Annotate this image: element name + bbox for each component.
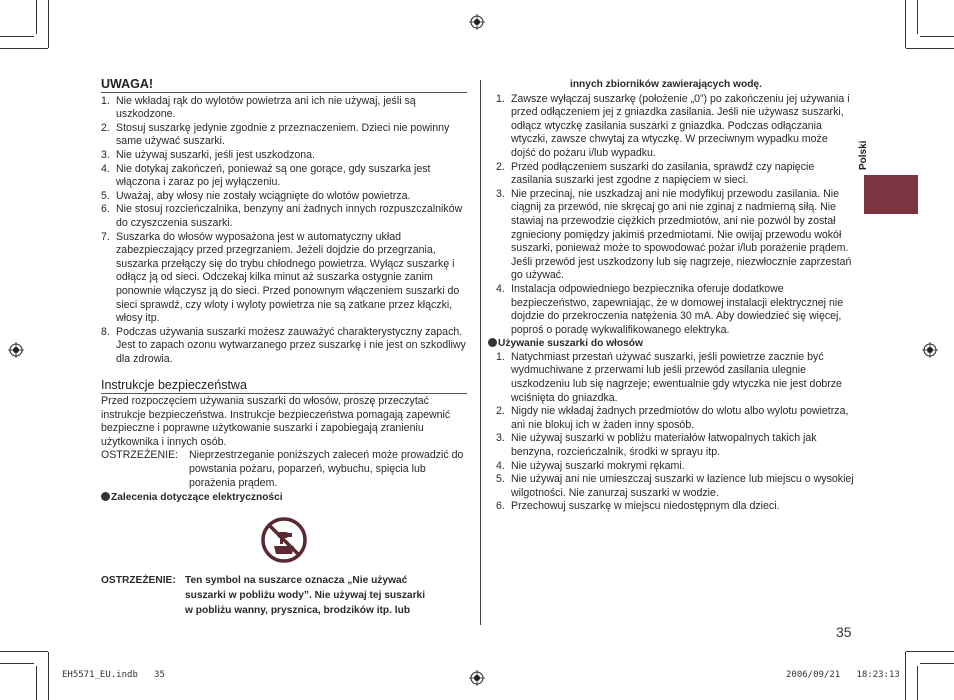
list-item: 4. Instalacja odpowiedniego bezpiecznika oferuje dodatkowe bezpieczeństwo, zapewniając, że w domowej instalacji elektrycznej nie dojdzie do przekroczenia natężenia 30 mA. Aby dowiedzieć się więcej, poproś o poradę wykwalifikowanego elektryka. xyxy=(496,282,844,336)
right-column xyxy=(488,78,854,514)
language-tab-label: Polski xyxy=(858,140,869,170)
usage-list xyxy=(488,351,854,514)
caution-block xyxy=(101,449,467,490)
electrical-heading-row xyxy=(101,491,467,505)
symbol-warning-text-2: suszarki w pobliżu wody”. Nie używaj tej suszarki xyxy=(185,589,426,601)
symbol-warning-text-3: w pobliżu wanny, prysznica, brodzików itp. lub xyxy=(185,604,411,616)
list-item: 2. Nigdy nie wkładaj żadnych przedmiotów do wlotu albo wylotu powietrza, ani nie blokuj ich w żaden inny sposób. xyxy=(496,405,849,431)
registration-mark-bottom xyxy=(469,670,485,686)
list-item: 4. Nie dotykaj zakończeń, ponieważ są one gorące, gdy suszarka jest włączona i zaraz po jej wyłączeniu. xyxy=(101,162,431,189)
list-item: 1. Natychmiast przestań używać suszarki, jeśli powietrze zacznie być wydmuchiwane z przerwami lub jeśli przewód zasilania ulegnie uszkodzeniu lub się nagrzeje; ewentualnie gdy wtyczka nie jest dobrze wciśnięta do gniazdka. xyxy=(496,350,842,404)
registration-mark-left xyxy=(8,342,24,358)
list-item: 4. Nie używaj suszarki mokrymi rękami. xyxy=(496,459,685,472)
electrical-heading: Zalecenia dotyczące elektryczności xyxy=(111,492,283,504)
column-divider xyxy=(480,80,481,625)
list-item: 2. Stosuj suszarkę jedynie zgodnie z przeznaczeniem. Dzieci nie powinny same używać suszarki. xyxy=(101,121,450,148)
bullet-icon xyxy=(101,492,110,501)
warning-title: UWAGA! xyxy=(101,78,467,93)
list-item: 8. Podczas używania suszarki możesz zauważyć charakterystyczny zapach. Jest to zapach ozonu wytwarzanego przez suszarkę i nie jest on szkodliwy dla zdrowia. xyxy=(101,325,466,365)
caution-label: OSTRZEŻENIE: xyxy=(101,449,179,462)
footer-datetime: 2006/09/21 18:23:13 xyxy=(786,670,900,680)
list-item: 3. Nie przecinaj, nie uszkadzaj ani nie modyfikuj przewodu zasilania. Nie ciągnij za przewód, nie skręcaj go ani nie zginaj z nadmierną siłą. Nie stawiaj na przewodzie ciężkich przedmiotów, ani nie pozwól by został zgnieciony pomiędzy jakimiś przedmiotami. Nie owijaj przewodu wokół suszarki, ponieważ może to spowodować pożar i/lub porażenie prądem. Jeśli przewód jest uszkodzony lub się nagrzeje, niezwłocznie zaprzestań go używać. xyxy=(496,187,852,282)
safety-title: Instrukcje bezpieczeństwa xyxy=(101,379,467,394)
list-item: 5. Nie używaj ani nie umieszczaj suszarki w łazience lub miejscu o wysokiej wilgotności. Nie zanurzaj suszarki w wodzie. xyxy=(496,473,854,499)
warning-list xyxy=(101,95,467,367)
symbol-warning-text-1: Ten symbol na suszarce oznacza „Nie używać xyxy=(185,574,408,586)
language-tab-block xyxy=(864,175,918,214)
symbol-warning-label: OSTRZEŻENIE: xyxy=(101,574,176,586)
electrical-list xyxy=(488,93,854,338)
registration-mark-top xyxy=(469,14,485,30)
safety-intro: Przed rozpoczęciem używania suszarki do włosów, proszę przeczytać instrukcje bezpieczeństwa. Instrukcje bezpieczeństwa pomagają zapewnić bezpieczne i poprawne użytkowanie suszarki i zapobiegają zranieniu użytkownika i innych osób. xyxy=(101,395,451,448)
list-item: 5. Uważaj, aby włosy nie zostały wciągnięte do wlotów powietrza. xyxy=(101,189,411,202)
list-item: 3. Nie używaj suszarki w pobliżu materiałów łatwopalnych takich jak benzyna, rozcieńczalnik, środki w sprayu itp. xyxy=(496,432,817,459)
list-item: 6. Przechowuj suszarkę w miejscu niedostępnym dla dzieci. xyxy=(496,500,780,513)
list-item: 7. Suszarka do włosów wyposażona jest w automatyczny układ zabezpieczający przed przegrzaniem. Jeżeli dojdzie do przegrzania, suszarka przełączy się do trybu chłodnego powietrza. Wyłącz suszarkę i odłącz ją od sieci. Odczekaj kilka minut aż suszarka ostygnie zanim ponownie włączysz ją do sieci. Przed ponownym włączeniem suszarki do sieci sprawdź, czy wloty i wyloty powietrza nie są zatkane przez kłączki, włosy itp. xyxy=(101,230,460,325)
list-item: 2. Przed podłączeniem suszarki do zasilania, sprawdź czy napięcie zasilania suszarki jest zgodne z napięciem w sieci. xyxy=(496,160,815,187)
bullet-icon xyxy=(488,338,497,347)
no-hairdryer-near-water-icon xyxy=(260,516,308,564)
symbol-area xyxy=(101,505,467,569)
footer-file: EH5571_EU.indb 35 xyxy=(62,670,165,680)
symbol-warning xyxy=(101,573,467,618)
list-item: 1. Zawsze wyłączaj suszarkę (położenie „0”) po zakończeniu jej używania i przed odłączeniem jej z gniazdka zasilania. Jeśli nie używasz suszarki, odłącz wtyczkę zasilania suszarki z gniazdka. Podczas odłączania wtyczki, zawsze chwytaj za wtyczkę. W przeciwnym wypadku może dojść do pożaru i/lub wypadku. xyxy=(496,92,850,159)
list-item: 6. Nie stosuj rozcieńczalnika, benzyny ani żadnych innych rozpuszczalników do czyszczenia suszarki. xyxy=(101,203,463,229)
continued-text: innych zbiorników zawierających wodę. xyxy=(570,79,762,90)
usage-heading-row xyxy=(488,337,854,351)
list-item: 3. Nie używaj suszarki, jeśli jest uszkodzona. xyxy=(101,148,316,161)
page-number: 35 xyxy=(836,624,852,640)
list-item: 1. Nie wkładaj rąk do wylotów powietrza ani ich nie używaj, jeśli są uszkodzone. xyxy=(101,94,416,121)
registration-mark-right xyxy=(922,342,938,358)
usage-heading: Używanie suszarki do włosów xyxy=(498,338,643,350)
caution-text: Nieprzestrzeganie poniższych zaleceń może prowadzić do powstania pożaru, poparzeń, wybuchu, spięcia lub porażenia prądem. xyxy=(189,449,464,489)
left-column xyxy=(101,78,467,618)
